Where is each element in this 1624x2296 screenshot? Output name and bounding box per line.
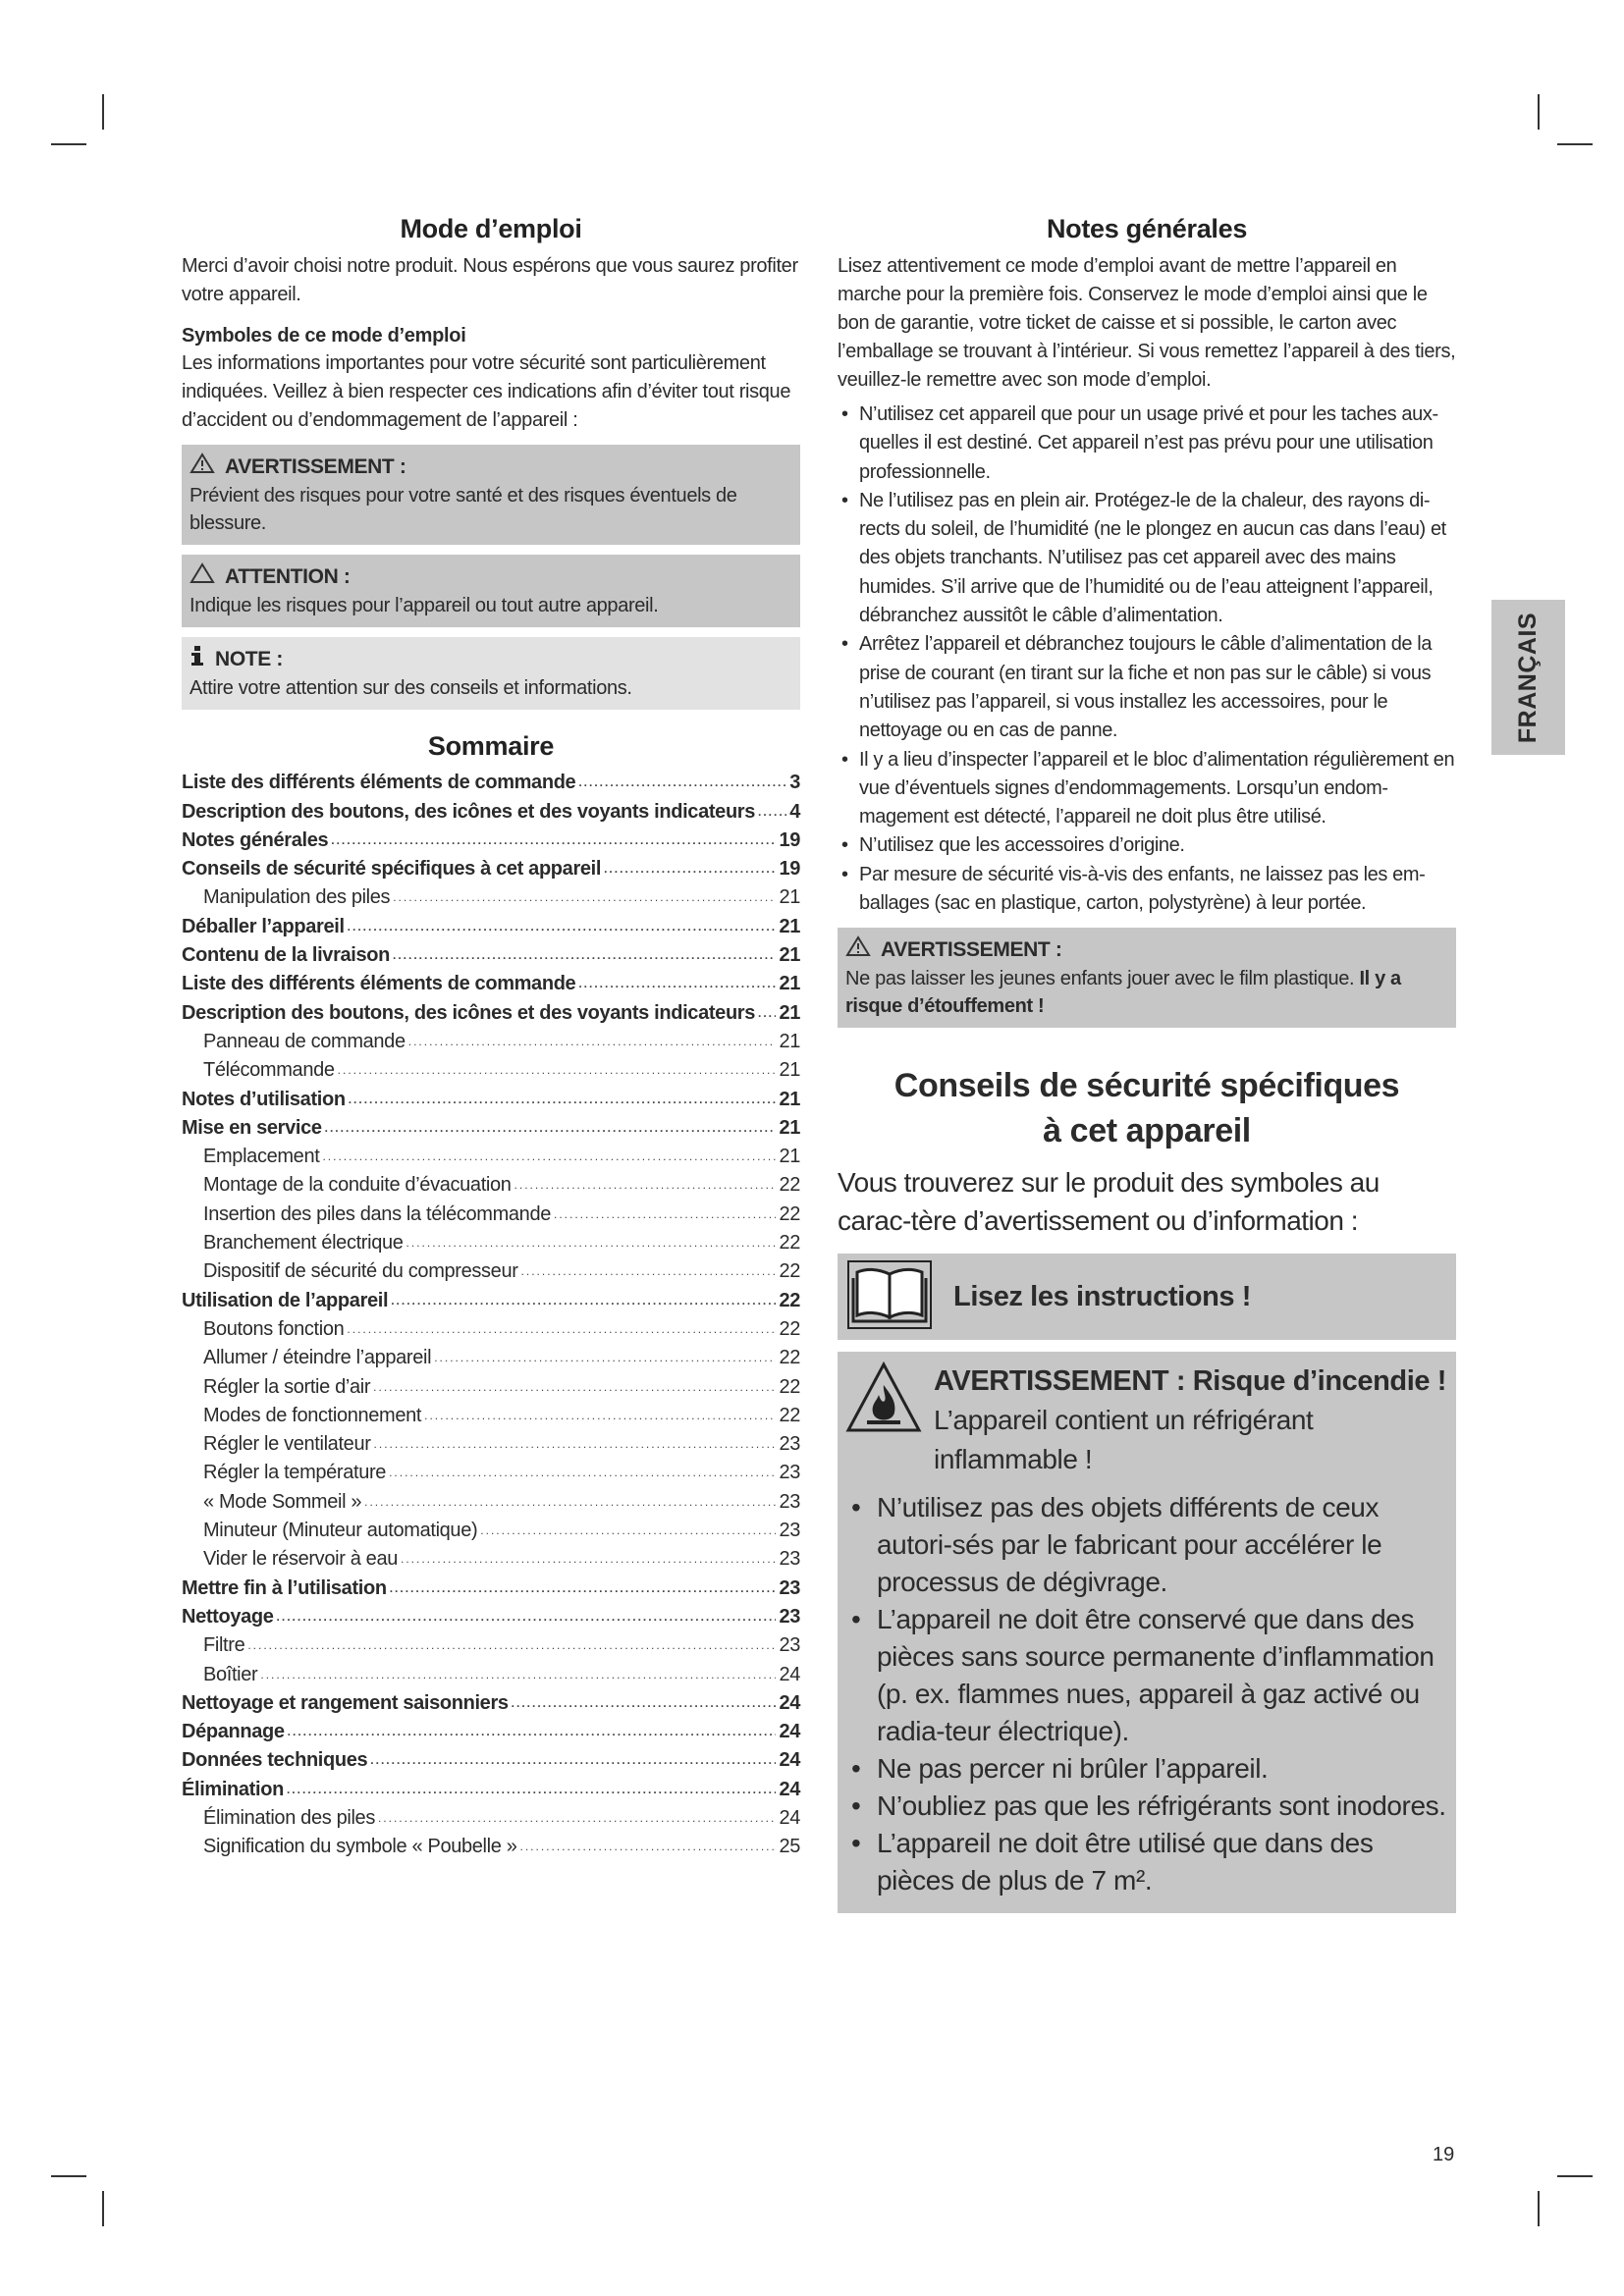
toc-leader <box>347 1322 776 1336</box>
toc-entry <box>182 1111 800 1140</box>
toc-leader <box>480 1523 776 1537</box>
toc-page: 23 <box>779 1605 800 1628</box>
list-item: • N’utilisez cet appareil que pour un usage privé et pour les taches aux-quelles il est destiné. Cet appareil n’est pas prévu pour une utilisation professionnelle. <box>838 400 1456 487</box>
toc-leader <box>604 862 776 876</box>
toc-page: 21 <box>779 944 800 967</box>
read-instructions-label: Lisez les instructions ! <box>953 1280 1252 1312</box>
warning-triangle-icon <box>845 935 871 965</box>
toc-leader <box>521 1264 777 1278</box>
crop-mark <box>1557 2175 1593 2177</box>
list-item: • N’utilisez que les accessoires d’origine. <box>838 831 1456 860</box>
toc-label: Contenu de la livraison <box>182 944 390 967</box>
toc-entry <box>182 1226 800 1255</box>
toc-label: Élimination <box>182 1778 284 1800</box>
toc-page: 22 <box>779 1375 800 1398</box>
toc-page: 24 <box>779 1721 800 1743</box>
toc-entry <box>182 909 800 937</box>
toc-entry <box>182 1197 800 1225</box>
toc-leader <box>406 1236 777 1250</box>
crop-mark <box>1557 143 1593 145</box>
toc-leader <box>401 1552 776 1566</box>
crop-mark <box>51 143 86 145</box>
book-icon <box>847 1260 932 1334</box>
toc-page: 22 <box>779 1347 800 1369</box>
toc-page: 24 <box>779 1806 800 1829</box>
table-of-contents <box>182 766 800 1858</box>
toc-label: Mettre fin à l’utilisation <box>182 1576 387 1599</box>
general-notes-list <box>838 400 1456 918</box>
toc-leader <box>247 1638 776 1652</box>
toc-label: Branchement électrique <box>203 1232 404 1255</box>
toc-entry <box>182 1053 800 1082</box>
toc-page: 23 <box>779 1490 800 1513</box>
symbols-text: Les informations importantes pour votre sécurité sont particulièrement indiquées. Veillez à bien respecter ces indications afin d’éviter tout risque d’accident ou d’endommagement de l’appareil : <box>182 352 791 431</box>
safety-title-line2: à cet appareil <box>1043 1112 1251 1150</box>
toc-leader <box>512 1696 777 1710</box>
toc-leader <box>578 977 776 990</box>
list-item: • Par mesure de sécurité vis-à-vis des enfants, ne laissez pas les em-ballages (sac en plastique, carton, polystyrène) à leur portée. <box>838 861 1456 919</box>
toc-label: Nettoyage et rangement saisonniers <box>182 1691 509 1714</box>
toc-page: 23 <box>779 1520 800 1542</box>
child-warning-head: AVERTISSEMENT : <box>881 938 1062 962</box>
toc-label: Boutons fonction <box>203 1317 345 1340</box>
toc-label: Filtre <box>203 1634 245 1657</box>
toc-label: Dispositif de sécurité du compresseur <box>203 1260 518 1283</box>
toc-page: 24 <box>779 1663 800 1685</box>
safety-intro: Vous trouverez sur le produit des symboles au carac-tère d’avertissement ou d’information : <box>838 1167 1380 1237</box>
toc-entry <box>182 1312 800 1341</box>
toc-label: Signification du symbole « Poubelle » <box>203 1836 517 1858</box>
page-number: 19 <box>1433 2144 1455 2165</box>
toc-entry <box>182 1399 800 1427</box>
attention-head: ATTENTION : <box>225 565 351 588</box>
toc-leader <box>325 1121 777 1135</box>
child-warning-text: Ne pas laisser les jeunes enfants jouer avec le film plastique. <box>845 968 1355 990</box>
attention-triangle-icon <box>189 562 215 592</box>
notes-generales-title: Notes générales <box>1046 214 1248 243</box>
toc-page: 22 <box>779 1232 800 1255</box>
toc-leader <box>434 1351 776 1364</box>
attention-box <box>182 555 800 627</box>
toc-label: Dépannage <box>182 1721 285 1743</box>
toc-entry <box>182 1283 800 1311</box>
toc-page: 21 <box>779 1116 800 1139</box>
toc-page: 21 <box>779 886 800 909</box>
right-column <box>838 214 1456 1913</box>
toc-page: 22 <box>779 1174 800 1197</box>
toc-page: 23 <box>779 1462 800 1484</box>
toc-label: Notes d’utilisation <box>182 1088 346 1110</box>
toc-entry <box>182 1686 800 1715</box>
toc-entry <box>182 824 800 852</box>
toc-leader <box>424 1409 776 1422</box>
toc-label: Description des boutons, des icônes et des voyants indicateurs <box>182 800 756 823</box>
toc-label: Régler la température <box>203 1462 387 1484</box>
toc-entry <box>182 1341 800 1369</box>
toc-label: Minuteur (Minuteur automatique) <box>203 1520 478 1542</box>
toc-page: 23 <box>779 1548 800 1571</box>
toc-leader <box>514 1178 777 1192</box>
toc-label: Emplacement <box>203 1146 320 1168</box>
toc-leader <box>331 833 776 847</box>
toc-entry <box>182 1140 800 1168</box>
toc-entry <box>182 1542 800 1571</box>
toc-page: 25 <box>779 1836 800 1858</box>
info-icon <box>189 645 205 674</box>
toc-entry <box>182 1484 800 1513</box>
toc-leader <box>287 1783 777 1796</box>
mode-emploi-title: Mode d’emploi <box>400 214 582 243</box>
toc-entry <box>182 1427 800 1456</box>
toc-leader <box>364 1495 776 1509</box>
list-item: • Il y a lieu d’inspecter l’appareil et le bloc d’alimentation régulièrement en vue d’éventuels signes d’endommagements. Lorsqu’un endom-magement est détecté, l’appareil ne doit plus être utilisé. <box>838 746 1456 832</box>
toc-page: 3 <box>789 772 800 794</box>
toc-entry <box>182 852 800 881</box>
toc-label: Télécommande <box>203 1059 335 1082</box>
list-item: • N’oubliez pas que les réfrigérants sont inodores. <box>845 1788 1448 1825</box>
toc-label: Insertion des piles dans la télécommande <box>203 1202 551 1225</box>
toc-label: « Mode Sommeil » <box>203 1490 362 1513</box>
toc-entry <box>182 1629 800 1657</box>
language-tab-label: FRANÇAIS <box>1514 612 1543 743</box>
list-item: • N’utilisez pas des objets différents de ceux autori-sés par le fabricant pour accélérer le processus de dégivrage. <box>845 1489 1448 1601</box>
child-warning-bold: Il y a risque d’étouffement ! <box>845 968 1401 1018</box>
symbols-heading: Symboles de ce mode d’emploi <box>182 325 466 347</box>
note-box <box>182 637 800 710</box>
toc-page: 19 <box>779 828 800 851</box>
toc-leader <box>370 1753 776 1767</box>
toc-label: Mise en service <box>182 1116 322 1139</box>
toc-leader <box>391 1294 776 1308</box>
crop-mark <box>51 2175 86 2177</box>
read-instructions-box <box>838 1254 1456 1340</box>
warning-head: AVERTISSEMENT : <box>225 455 406 478</box>
toc-entry <box>182 1830 800 1858</box>
toc-leader <box>277 1610 777 1624</box>
toc-label: Liste des différents éléments de commande <box>182 973 576 995</box>
toc-entry <box>182 881 800 909</box>
toc-page: 23 <box>779 1433 800 1456</box>
toc-label: Nettoyage <box>182 1605 274 1628</box>
crop-mark <box>1538 94 1540 130</box>
toc-entry <box>182 1025 800 1053</box>
toc-entry <box>182 967 800 995</box>
toc-label: Régler le ventilateur <box>203 1433 371 1456</box>
toc-label: Modes de fonctionnement <box>203 1404 422 1426</box>
intro-text: Merci d’avoir choisi notre produit. Nous espérons que vous saurez profiter votre appareil. <box>182 255 798 305</box>
toc-leader <box>389 1466 776 1479</box>
toc-label: Régler la sortie d’air <box>203 1375 371 1398</box>
toc-entry <box>182 938 800 967</box>
toc-title: Sommaire <box>427 731 555 761</box>
toc-leader <box>390 1581 777 1595</box>
toc-label: Données techniques <box>182 1749 368 1772</box>
note-text: Attire votre attention sur des conseils et informations. <box>189 677 632 699</box>
toc-label: Boîtier <box>203 1663 258 1685</box>
toc-label: Conseils de sécurité spécifiques à cet appareil <box>182 858 602 881</box>
toc-entry <box>182 1369 800 1398</box>
toc-entry <box>182 1715 800 1743</box>
toc-leader <box>554 1207 776 1221</box>
toc-page: 21 <box>779 1088 800 1110</box>
toc-page: 21 <box>779 1001 800 1024</box>
list-item: • Arrêtez l’appareil et débranchez toujours le câble d’alimentation de la prise de courant (en tirant sur la fiche et non pas sur le câble) si vous n’utilisez pas l’appareil, si vous installez les accessoires, pour le nettoyage ou en cas de panne. <box>838 630 1456 745</box>
toc-leader <box>374 1437 777 1451</box>
toc-label: Allumer / éteindre l’appareil <box>203 1347 432 1369</box>
toc-page: 23 <box>779 1576 800 1599</box>
toc-page: 21 <box>779 1059 800 1082</box>
toc-entry <box>182 1772 800 1800</box>
attention-text: Indique les risques pour l’appareil ou tout autre appareil. <box>189 595 659 616</box>
notes-intro: Lisez attentivement ce mode d’emploi avant de mettre l’appareil en marche pour la première fois. Conservez le mode d’emploi ainsi que le bon de garantie, votre ticket de caisse et si possible, le carton avec l’emballage se trouvant à l’intérieur. Si vous remettez l’appareil à des tiers, veuillez-le remettre avec son mode d’emploi. <box>838 255 1456 391</box>
left-column <box>182 214 800 1858</box>
toc-leader <box>519 1840 776 1853</box>
warning-box <box>182 445 800 545</box>
toc-label: Vider le réservoir à eau <box>203 1548 399 1571</box>
toc-entry <box>182 1255 800 1283</box>
toc-leader <box>348 920 777 934</box>
crop-mark <box>102 2191 104 2226</box>
toc-entry <box>182 1743 800 1772</box>
toc-page: 24 <box>779 1749 800 1772</box>
fire-warning-list <box>845 1489 1448 1899</box>
list-item: • Ne pas percer ni brûler l’appareil. <box>845 1750 1448 1788</box>
fire-warning-box <box>838 1352 1456 1913</box>
toc-leader <box>378 1811 776 1825</box>
note-head: NOTE : <box>215 648 284 670</box>
safety-title-line1: Conseils de sécurité spécifiques <box>893 1067 1400 1105</box>
toc-label: Notes générales <box>182 828 329 851</box>
toc-leader <box>288 1725 777 1738</box>
toc-leader <box>408 1035 777 1048</box>
toc-page: 24 <box>779 1778 800 1800</box>
toc-page: 22 <box>779 1317 800 1340</box>
toc-label: Liste des différents éléments de commande <box>182 772 576 794</box>
toc-label: Déballer l’appareil <box>182 915 345 937</box>
toc-page: 22 <box>779 1404 800 1426</box>
toc-leader <box>260 1668 776 1682</box>
toc-leader <box>393 890 776 904</box>
warning-triangle-icon <box>189 453 215 482</box>
toc-leader <box>758 805 786 819</box>
list-item: • Ne l’utilisez pas en plein air. Protégez-le de la chaleur, des rayons di-rects du soleil, de l’humidité (ne le plongez en aucun cas dans l’eau) et des objets tranchants. N’utilisez pas cet appareil avec des mains humides. S’il arrive que de l’humidité ou de l’eau atteignent l’appareil, débranchez aussitôt le câble d’alimentation. <box>838 487 1456 630</box>
toc-entry <box>182 1168 800 1197</box>
toc-page: 24 <box>779 1691 800 1714</box>
toc-page: 22 <box>779 1289 800 1311</box>
warning-text: Prévient des risques pour votre santé et des risques éventuels de blessure. <box>189 485 737 534</box>
list-item: • L’appareil ne doit être conservé que dans des pièces sans source permanente d’inflammation (p. ex. flammes nues, appareil à gaz activé ou radia-teur électrique). <box>845 1601 1448 1750</box>
toc-page: 22 <box>779 1202 800 1225</box>
fire-warning-sub: L’appareil contient un réfrigérant inflammable ! <box>934 1405 1314 1475</box>
toc-entry <box>182 1600 800 1629</box>
toc-leader <box>373 1380 776 1394</box>
toc-page: 22 <box>779 1260 800 1283</box>
toc-entry <box>182 1657 800 1685</box>
crop-mark <box>102 94 104 130</box>
fire-hazard-icon <box>845 1362 922 1479</box>
toc-entry <box>182 995 800 1024</box>
toc-label: Panneau de commande <box>203 1030 406 1052</box>
toc-leader <box>393 948 776 962</box>
toc-page: 19 <box>779 858 800 881</box>
toc-leader <box>578 775 786 789</box>
toc-page: 4 <box>789 800 800 823</box>
toc-label: Utilisation de l’appareil <box>182 1289 389 1311</box>
toc-page: 23 <box>779 1634 800 1657</box>
toc-entry <box>182 1514 800 1542</box>
toc-leader <box>338 1063 777 1077</box>
toc-page: 21 <box>779 915 800 937</box>
toc-entry <box>182 1456 800 1484</box>
child-warning-box <box>838 928 1456 1028</box>
toc-entry <box>182 794 800 823</box>
toc-label: Montage de la conduite d’évacuation <box>203 1174 512 1197</box>
crop-mark <box>1538 2191 1540 2226</box>
toc-entry <box>182 1571 800 1599</box>
toc-page: 21 <box>779 1146 800 1168</box>
toc-label: Élimination des piles <box>203 1806 375 1829</box>
toc-leader <box>349 1093 777 1106</box>
toc-entry <box>182 766 800 794</box>
toc-leader <box>758 1006 776 1020</box>
fire-warning-head: AVERTISSEMENT : Risque d’incendie ! <box>934 1365 1447 1398</box>
toc-label: Manipulation des piles <box>203 886 391 909</box>
toc-label: Description des boutons, des icônes et des voyants indicateurs <box>182 1001 756 1024</box>
toc-entry <box>182 1082 800 1110</box>
toc-page: 21 <box>779 1030 800 1052</box>
toc-entry <box>182 1801 800 1830</box>
language-tab <box>1491 600 1565 755</box>
list-item: • L’appareil ne doit être utilisé que dans des pièces de plus de 7 m². <box>845 1825 1448 1899</box>
toc-leader <box>322 1149 776 1163</box>
toc-page: 21 <box>779 973 800 995</box>
